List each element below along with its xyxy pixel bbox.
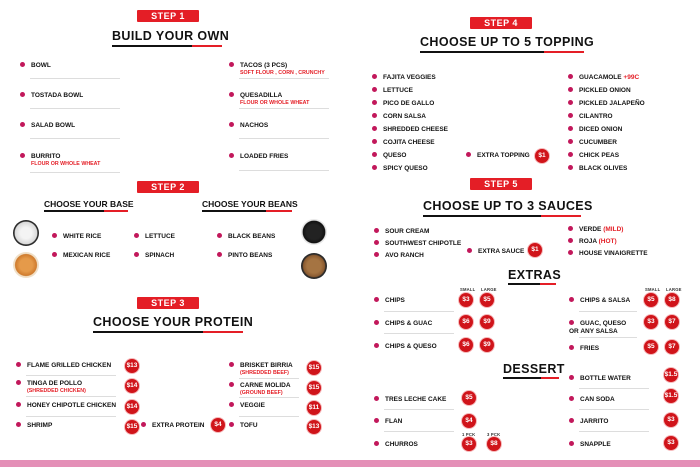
topping-pickled-onion[interactable]: PICKLED ONION (568, 87, 631, 95)
step4-title: CHOOSE UP TO 5 TOPPING (420, 35, 595, 49)
menu-item-quesadilla[interactable]: QUESADILLA FLOUR OR WHOLE WHEAT (229, 92, 309, 106)
topping-lettuce[interactable]: LETTUCE (372, 87, 413, 95)
extras-chips-and-salsa[interactable]: CHIPS & SALSA (569, 297, 630, 305)
divider (384, 333, 454, 334)
pinto-beans-image (301, 253, 327, 279)
size-label-large: LARGE (481, 287, 497, 292)
extras-title: EXTRAS (508, 268, 562, 282)
price-badge: $4 (462, 414, 476, 428)
menu-item-flame-grilled-chicken[interactable]: FLAME GRILLED CHICKEN (16, 362, 111, 370)
divider (579, 311, 637, 312)
dessert-tres-leche-cake[interactable]: TRES LECHE CAKE (374, 396, 446, 404)
divider (579, 388, 649, 389)
divider (239, 378, 299, 379)
price-badge: $14 (125, 379, 139, 393)
price-small: $3 (644, 315, 658, 329)
price-large: $8 (665, 293, 679, 307)
topping-cucumber[interactable]: CUCUMBER (568, 139, 617, 147)
divider (239, 170, 329, 171)
dessert-title: DESSERT (503, 362, 565, 376)
beans-underline (202, 210, 292, 212)
footer-bar (0, 460, 700, 467)
sauce-house-vinaigrette[interactable]: HOUSE VINAIGRETTE (568, 250, 648, 258)
divider (239, 138, 329, 139)
price-badge: $3 (664, 436, 678, 450)
bullet-icon (568, 139, 573, 144)
bullet-icon (374, 418, 379, 423)
divider (579, 337, 637, 338)
step2-badge: STEP 2 (137, 181, 199, 193)
bullet-icon (569, 320, 574, 325)
bullet-icon (372, 74, 377, 79)
bullet-icon (569, 396, 574, 401)
step5-title: CHOOSE UP TO 3 SAUCES (423, 199, 593, 213)
bullet-icon (52, 233, 57, 238)
bullet-icon (569, 418, 574, 423)
divider (30, 108, 120, 109)
price-large: $9 (480, 338, 494, 352)
drink-jarrito[interactable]: JARRITO (569, 418, 608, 426)
bullet-icon (16, 402, 21, 407)
bullet-icon (229, 362, 234, 367)
black-beans-image (301, 219, 327, 245)
price-small: $5 (644, 340, 658, 354)
menu-item-bowl[interactable]: BOWL (20, 62, 51, 70)
bullet-icon (374, 252, 379, 257)
price-badge: $1.5 (664, 389, 678, 403)
bullet-icon (568, 250, 573, 255)
extras-underline (508, 283, 556, 285)
menu-item-white-rice[interactable]: WHITE RICE (52, 233, 101, 241)
divider (239, 108, 329, 109)
menu-item-pinto-beans[interactable]: PINTO BEANS (217, 252, 272, 260)
bullet-icon (16, 422, 21, 427)
bullet-icon (16, 380, 21, 385)
bullet-icon (374, 343, 379, 348)
pack-label: 3 PCK (487, 432, 501, 437)
bullet-icon (229, 153, 234, 158)
white-rice-image (13, 220, 39, 246)
bullet-icon (372, 87, 377, 92)
step1-underline (112, 45, 222, 47)
topping-diced-onion[interactable]: DICED ONION (568, 126, 622, 134)
size-label-small: SMALL (460, 287, 476, 292)
bullet-icon (467, 248, 472, 253)
bullet-icon (568, 226, 573, 231)
menu-item-brisket-birria[interactable]: BRISKET BIRRIA (SHREDDED BEEF) (229, 362, 293, 376)
bullet-icon (569, 345, 574, 350)
price-badge: $3 (664, 413, 678, 427)
topping-guacamole[interactable]: GUACAMOLE +99C (568, 74, 639, 82)
bullet-icon (229, 382, 234, 387)
divider (26, 416, 116, 417)
price-badge: $3 (462, 437, 476, 451)
menu-item-tinga-de-pollo[interactable]: TINGA DE POLLO (SHREDDED CHICKEN) (16, 380, 86, 394)
bullet-icon (134, 233, 139, 238)
price-badge: $15 (307, 361, 321, 375)
price-badge: $13 (307, 420, 321, 434)
dessert-flan[interactable]: FLAN (374, 418, 402, 426)
menu-item-salad-bowl[interactable]: SALAD BOWL (20, 122, 75, 130)
base-underline (44, 210, 128, 212)
bullet-icon (134, 252, 139, 257)
divider (239, 416, 299, 417)
sauce-verde[interactable]: VERDE (MILD) (568, 226, 623, 234)
drink-snapple[interactable]: SNAPPLE (569, 441, 611, 449)
topping-spicy-queso[interactable]: SPICY QUESO (372, 165, 428, 173)
bullet-icon (20, 122, 25, 127)
pack-label: 1 PCK (462, 432, 476, 437)
bullet-icon (217, 252, 222, 257)
price-small: $3 (459, 293, 473, 307)
menu-item-tostada-bowl[interactable]: TOSTADA BOWL (20, 92, 83, 100)
topping-shredded-cheese[interactable]: SHREDDED CHEESE (372, 126, 448, 134)
divider (239, 397, 299, 398)
menu-item-extra-topping[interactable]: EXTRA TOPPING (466, 152, 530, 160)
menu-item-carne-molida[interactable]: CARNE MOLIDA (GROUND BEEF) (229, 382, 291, 396)
bullet-icon (141, 422, 146, 427)
step4-badge: STEP 4 (470, 17, 532, 29)
bullet-icon (372, 126, 377, 131)
bullet-icon (568, 126, 573, 131)
menu-item-extra-sauce[interactable]: EXTRA SAUCE (467, 248, 524, 256)
divider (579, 431, 649, 432)
bullet-icon (569, 297, 574, 302)
price-large: $7 (665, 340, 679, 354)
menu-item-honey-chipotle-chicken[interactable]: HONEY CHIPOTLE CHICKEN (16, 402, 116, 410)
bullet-icon (568, 238, 573, 243)
bullet-icon (372, 113, 377, 118)
price-large: $9 (480, 315, 494, 329)
divider (384, 431, 454, 432)
size-label-large: LARGE (666, 287, 682, 292)
bullet-icon (374, 228, 379, 233)
divider (26, 396, 116, 397)
topping-cojita-cheese[interactable]: COJITA CHEESE (372, 139, 435, 147)
menu-item-lettuce[interactable]: LETTUCE (134, 233, 175, 241)
bullet-icon (568, 165, 573, 170)
sauce-southwest-chipotle[interactable]: SOUTHWEST CHIPOTLE (374, 240, 461, 248)
bullet-icon (52, 252, 57, 257)
bullet-icon (229, 92, 234, 97)
price-small: $6 (459, 338, 473, 352)
price-badge: $5 (462, 391, 476, 405)
menu-item-shrimp[interactable]: SHRIMP (16, 422, 52, 430)
topping-cilantro[interactable]: CILANTRO (568, 113, 613, 121)
bullet-icon (372, 139, 377, 144)
sauce-sour-cream[interactable]: SOUR CREAM (374, 228, 429, 236)
topping-black-olives[interactable]: BLACK OLIVES (568, 165, 627, 173)
topping-pico-de-gallo[interactable]: PICO DE GALLO (372, 100, 434, 108)
bullet-icon (229, 62, 234, 67)
menu-item-extra-protein[interactable]: EXTRA PROTEIN (141, 422, 205, 430)
dessert-underline (503, 377, 559, 379)
bullet-icon (372, 152, 377, 157)
extras-fries[interactable]: FRIES (569, 345, 599, 353)
topping-pickled-jalapeno[interactable]: PICKLED JALAPEÑO (568, 100, 645, 108)
price-large: $5 (480, 293, 494, 307)
price-badge: $15 (125, 420, 139, 434)
bullet-icon (20, 92, 25, 97)
base-title: CHOOSE YOUR BASE (44, 199, 134, 209)
price-badge: $13 (125, 359, 139, 373)
divider (30, 78, 120, 79)
divider (384, 311, 454, 312)
drink-can-soda[interactable]: CAN SODA (569, 396, 615, 404)
menu-item-black-beans[interactable]: BLACK BEANS (217, 233, 275, 241)
step5-underline (423, 215, 581, 217)
topping-fajita-veggies[interactable]: FAJITA VEGGIES (372, 74, 436, 82)
extras-guac-queso-salsa[interactable]: GUAC, QUESO OR ANY SALSA (569, 320, 627, 335)
bullet-icon (569, 441, 574, 446)
step1-badge: STEP 1 (137, 10, 199, 22)
bullet-icon (16, 362, 21, 367)
menu-item-tacos[interactable]: TACOS (3 PCS) SOFT FLOUR , CORN , CRUNCHY (229, 62, 325, 76)
bullet-icon (217, 233, 222, 238)
bullet-icon (374, 297, 379, 302)
bullet-icon (568, 152, 573, 157)
bullet-icon (568, 100, 573, 105)
guac-upcharge: +99C (623, 74, 640, 81)
size-label-small: SMALL (645, 287, 661, 292)
price-small: $6 (459, 315, 473, 329)
bullet-icon (229, 402, 234, 407)
extras-chips[interactable]: CHIPS (374, 297, 405, 305)
price-badge: $8 (487, 437, 501, 451)
bullet-icon (568, 74, 573, 79)
price-badge: $15 (307, 381, 321, 395)
price-badge: $11 (307, 401, 321, 415)
menu-item-spinach[interactable]: SPINACH (134, 252, 174, 260)
mexican-rice-image (13, 252, 39, 278)
topping-corn-salsa[interactable]: CORN SALSA (372, 113, 426, 121)
price-badge: $1.5 (664, 368, 678, 382)
step4-underline (420, 51, 584, 53)
bullet-icon (20, 62, 25, 67)
bullet-icon (229, 422, 234, 427)
step5-badge: STEP 5 (470, 178, 532, 190)
bullet-icon (374, 396, 379, 401)
bullet-icon (466, 152, 471, 157)
menu-item-veggie[interactable]: VEGGIE (229, 402, 265, 410)
extras-chips-and-guac[interactable]: CHIPS & GUAC (374, 320, 432, 328)
menu-item-nachos[interactable]: NACHOS (229, 122, 268, 130)
divider (30, 172, 120, 173)
dessert-churros[interactable]: CHURROS (374, 441, 418, 449)
step3-title: CHOOSE YOUR PROTEIN (93, 315, 254, 329)
price-small: $5 (644, 293, 658, 307)
bullet-icon (374, 320, 379, 325)
beans-title: CHOOSE YOUR BEANS (202, 199, 298, 209)
bullet-icon (229, 122, 234, 127)
step3-underline (93, 331, 243, 333)
divider (384, 409, 454, 410)
divider (30, 138, 120, 139)
topping-chick-peas[interactable]: CHICK PEAS (568, 152, 619, 160)
price-badge: $1 (528, 243, 542, 257)
extras-chips-and-queso[interactable]: CHIPS & QUESO (374, 343, 437, 351)
bullet-icon (569, 375, 574, 380)
sauce-avo-ranch[interactable]: AVO RANCH (374, 252, 424, 260)
menu-item-mexican-rice[interactable]: MEXICAN RICE (52, 252, 110, 260)
bullet-icon (568, 113, 573, 118)
divider (239, 78, 329, 79)
step3-badge: STEP 3 (137, 297, 199, 309)
topping-queso[interactable]: QUESO (372, 152, 406, 160)
price-badge: $4 (211, 418, 225, 432)
bullet-icon (374, 441, 379, 446)
bullet-icon (374, 240, 379, 245)
divider (26, 375, 116, 376)
menu-item-loaded-fries[interactable]: LOADED FRIES (229, 153, 288, 161)
bullet-icon (372, 165, 377, 170)
drink-bottle-water[interactable]: BOTTLE WATER (569, 375, 631, 383)
divider (579, 409, 649, 410)
menu-item-tofu[interactable]: TOFU (229, 422, 258, 430)
sauce-roja[interactable]: ROJA (HOT) (568, 238, 617, 246)
price-badge: $14 (125, 400, 139, 414)
price-large: $7 (665, 315, 679, 329)
menu-item-burrito[interactable]: BURRITO FLOUR OR WHOLE WHEAT (20, 153, 100, 167)
price-badge: $1 (535, 149, 549, 163)
bullet-icon (568, 87, 573, 92)
bullet-icon (372, 100, 377, 105)
bullet-icon (20, 153, 25, 158)
step1-title: BUILD YOUR OWN (112, 29, 230, 43)
